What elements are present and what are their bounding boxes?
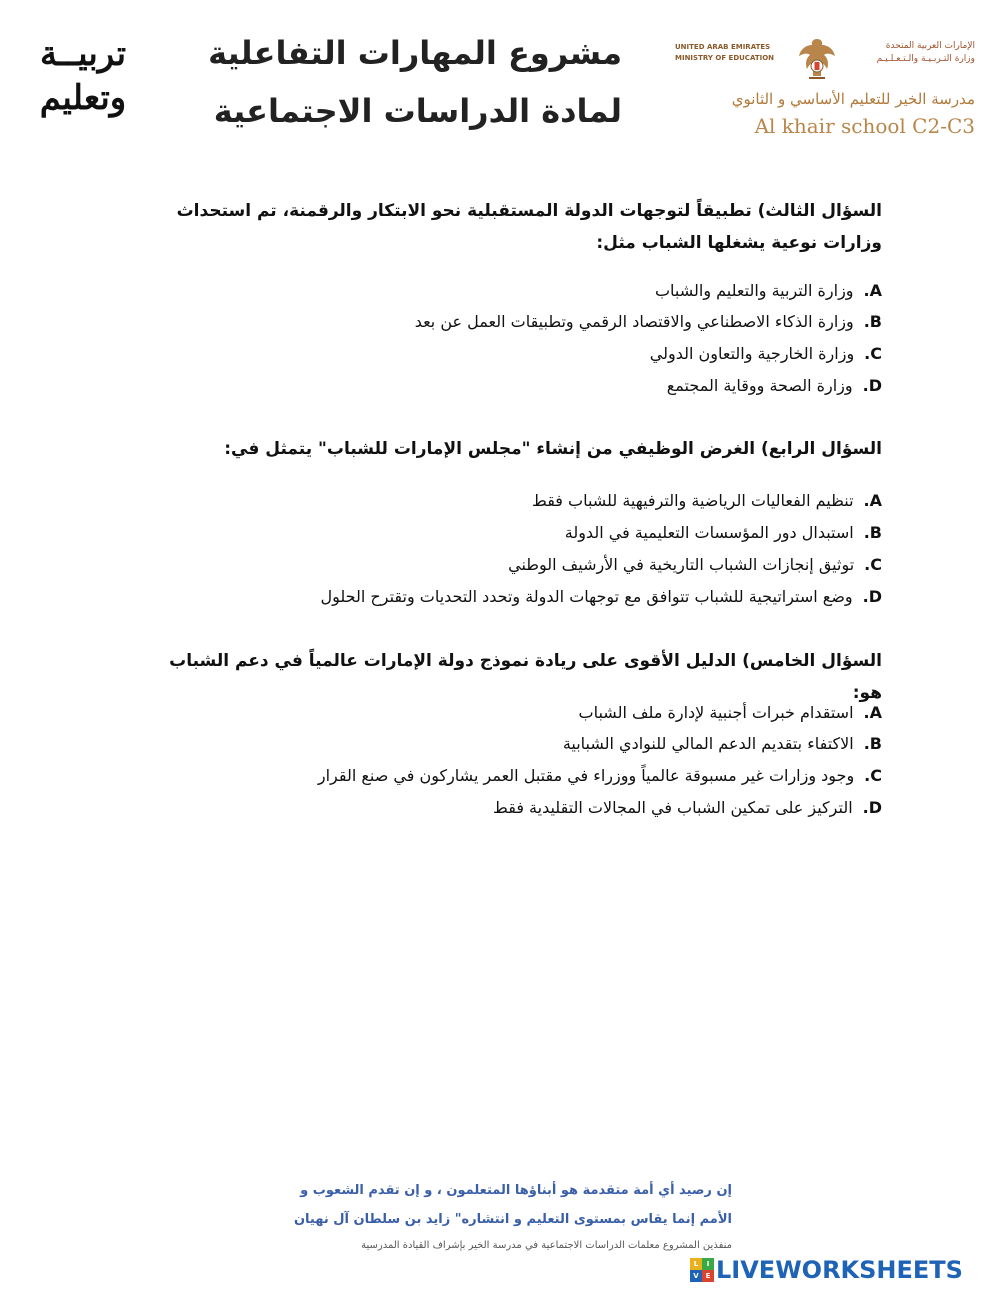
option-text: استقدام خبرات أجنبية لإدارة ملف الشباب (578, 703, 854, 722)
q5-option-d[interactable] (493, 797, 882, 819)
ministry-name-ar: الإمارات العربية المتحدة وزارة التـربـيـة والـتـعـلـيـم (876, 41, 975, 64)
option-letter: B. (863, 734, 882, 753)
liveworksheets-wordmark: LIVEWORKSHEETS (716, 1256, 963, 1284)
q5-option-c[interactable] (318, 765, 882, 787)
option-text: وجود وزارات غير مسبوقة عالمياً ووزراء في مقتبل العمر يشاركون في صنع القرار (317, 766, 855, 785)
school-name-en: Al khair school C2-C3 (754, 114, 975, 138)
option-letter: D. (862, 798, 882, 817)
option-letter: C. (864, 555, 882, 574)
option-text: وضع استراتيجية للشباب تتوافق مع توجهات الدولة وتحدد التحديات وتقترح الحلول (320, 587, 853, 606)
logo-line-2: وتعليم (39, 78, 127, 118)
question-4: السؤال الرابع) الغرض الوظيفي من إنشاء "مجلس الإمارات للشباب" يتمثل في: (224, 439, 882, 459)
school-name-ar: مدرسة الخير للتعليم الأساسي و الثانوي (731, 90, 975, 108)
logo-line-1: تربيــة (39, 34, 127, 74)
ministry-logo (675, 40, 975, 86)
option-text: توثيق إنجازات الشباب التاريخية في الأرشيف الوطني (508, 555, 855, 574)
option-text: وزارة الخارجية والتعاون الدولي (649, 344, 855, 363)
q4-option-a[interactable] (532, 490, 882, 512)
option-letter: A. (863, 491, 882, 510)
option-letter: D. (862, 587, 882, 606)
quote-line-2: الأمم إنما يقاس بمستوى التعليم و انتشاره" زايد بن سلطان آل نهيان (293, 1212, 732, 1227)
quote-line-1: إن رصيد أي أمة متقدمة هو أبناؤها المتعلمون ، و إن تقدم الشعوب و (300, 1183, 732, 1198)
option-letter: C. (864, 344, 882, 363)
question-5: السؤال الخامس) الدليل الأقوى على ريادة نموذج دولة الإمارات عالمياً في دعم الشباب هو: (169, 651, 882, 703)
q3-option-b[interactable] (415, 311, 882, 333)
option-letter: A. (863, 281, 882, 300)
option-text: وزارة الذكاء الاصطناعي والاقتصاد الرقمي وتطبيقات العمل عن بعد (414, 312, 854, 331)
option-text: استبدال دور المؤسسات التعليمية في الدولة (564, 523, 854, 542)
tarbiya-taleem-logo (28, 32, 138, 120)
option-text: وزارة الصحة ووقاية المجتمع (666, 376, 853, 395)
q3-option-c[interactable] (650, 343, 882, 365)
option-text: التركيز على تمكين الشباب في المجالات التقليدية فقط (493, 798, 853, 817)
option-letter: B. (863, 312, 882, 331)
liveworksheets-icon: L I V E (690, 1258, 714, 1282)
q5-option-b[interactable] (563, 733, 882, 755)
option-letter: B. (863, 523, 882, 542)
q4-option-c[interactable] (508, 554, 882, 576)
option-text: وزارة التربية والتعليم والشباب (654, 281, 854, 300)
option-text: الاكتفاء بتقديم الدعم المالي للنوادي الشبابية (562, 734, 854, 753)
q4-option-d[interactable] (320, 586, 882, 608)
project-credits: منفذين المشروع معلمات الدراسات الاجتماعية في مدرسة الخير بإشراف القيادة المدرسية (361, 1240, 732, 1251)
option-letter: A. (863, 703, 882, 722)
option-letter: C. (864, 766, 882, 785)
q3-option-a[interactable] (655, 280, 882, 302)
ministry-name-en: UNITED ARAB EMIRATES MINISTRY OF EDUCATION (675, 43, 775, 62)
option-text: تنظيم الفعاليات الرياضية والترفيهية للشباب فقط (532, 491, 854, 510)
q5-option-a[interactable] (579, 702, 882, 724)
project-subtitle: لمادة الدراسات الاجتماعية (213, 92, 622, 130)
liveworksheets-logo[interactable] (690, 1257, 963, 1283)
q3-option-d[interactable] (667, 375, 882, 397)
uae-falcon-emblem-icon (795, 36, 839, 82)
q4-option-b[interactable] (565, 522, 882, 544)
project-title: مشروع المهارات التفاعلية (208, 34, 622, 72)
option-letter: D. (862, 376, 882, 395)
question-3: السؤال الثالث) تطبيقاً لتوجهات الدولة المستقبلية نحو الابتكار والرقمنة، تم استحداث وزارات نوعية يشغلها الشباب مثل: (176, 201, 882, 253)
